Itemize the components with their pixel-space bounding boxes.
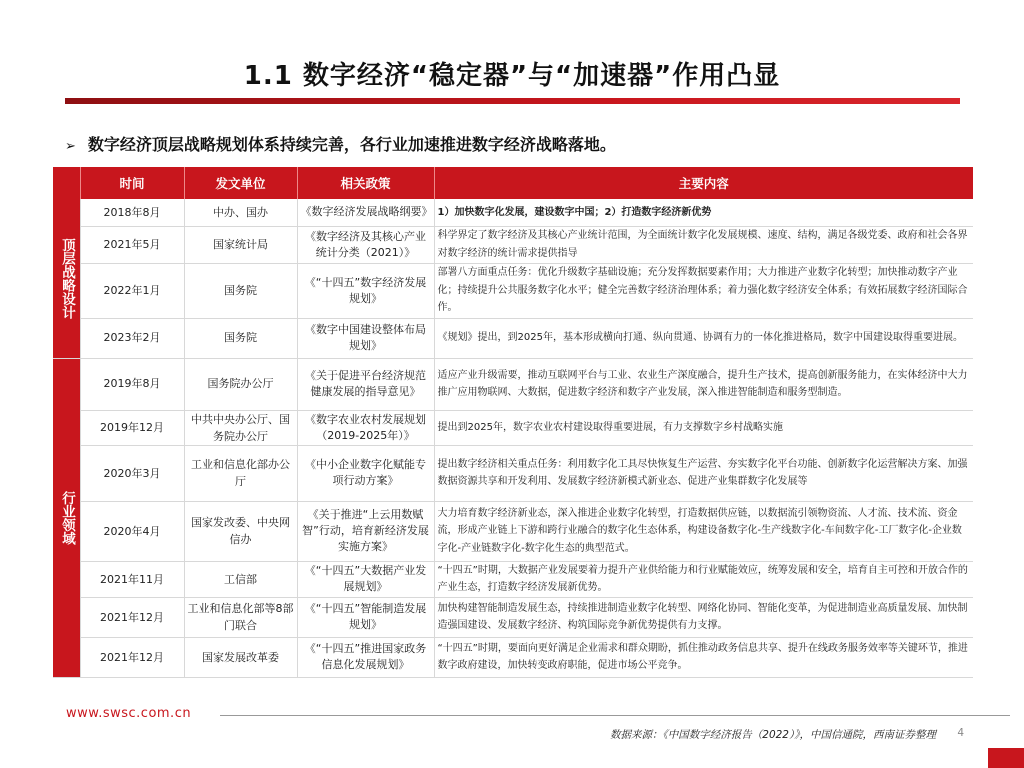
category-cell: 顶层战略设计 <box>53 199 80 358</box>
row-date: 2021年12月 <box>80 597 184 637</box>
row-content: 适应产业升级需要，推动互联网平台与工业、农业生产深度融合，提升生产技术，提高创新服务能力，在实体经济中大力推广应用物联网、大数据，促进数字经济和数字产业发展，深入推进智能制造和服务型制造。 <box>434 358 973 410</box>
table-row <box>53 501 973 561</box>
row-content: 大力培育数字经济新业态，深入推进企业数字化转型，打造数据供应链，以数据流引领物资流、人才流、技术流、资金流，形成产业链上下游和跨行业融合的数字化生态体系，构建设备数字化-生产线数字化-车间数字化-工厂数字化-企业数字化-产业链数字化-数字化生态的典型范式。 <box>434 501 973 561</box>
category-cell: 行业领域 <box>53 358 80 677</box>
row-policy: 《关于推进“上云用数赋智”行动，培育新经济发展实施方案》 <box>297 501 434 561</box>
row-content: 科学界定了数字经济及其核心产业统计范围，为全面统计数字化发展规模、速度、结构，满足各级党委、政府和社会各界对数字经济的统计需求提供指导 <box>434 226 973 263</box>
row-org: 中共中央办公厅、国务院办公厅 <box>184 410 297 445</box>
row-date: 2020年4月 <box>80 501 184 561</box>
row-content: “十四五”时期，要面向更好满足企业需求和群众期盼，抓住推动政务信息共享、提升在线政务服务效率等关键环节，推进数字政府建设，加快转变政府职能，促进市场公平竞争。 <box>434 637 973 677</box>
row-policy: 《数字经济发展战略纲要》 <box>297 199 434 226</box>
table-row <box>53 226 973 263</box>
footer-url[interactable]: www.swsc.com.cn <box>66 706 192 721</box>
header-date: 时间 <box>80 167 184 199</box>
row-content: 1）加快数字化发展，建设数字中国；2）打造数字经济新优势 <box>434 199 973 226</box>
row-date: 2021年12月 <box>80 637 184 677</box>
row-org: 国家发改委、中央网信办 <box>184 501 297 561</box>
row-date: 2021年11月 <box>80 561 184 597</box>
subtitle-text: 数字经济顶层战略规划体系持续完善，各行业加速推进数字经济战略落地。 <box>87 135 616 154</box>
table-row <box>53 410 973 445</box>
row-content: 提出到2025年，数字农业农村建设取得重要进展，有力支撑数字乡村战略实施 <box>434 410 973 445</box>
header-corner <box>53 167 80 199</box>
corner-accent <box>988 748 1024 768</box>
title-underline <box>65 98 960 104</box>
footer-divider <box>220 715 1010 716</box>
table-row <box>53 263 973 318</box>
row-org: 国家发展改革委 <box>184 637 297 677</box>
row-content: 《规划》提出，到2025年，基本形成横向打通、纵向贯通、协调有力的一体化推进格局，数字中国建设取得重要进展。 <box>434 318 973 358</box>
page-title: 1.1 数字经济“稳定器”与“加速器”作用凸显 <box>243 61 781 91</box>
row-policy: 《中小企业数字化赋能专项行动方案》 <box>297 445 434 501</box>
data-source-note: 数据来源：《中国数字经济报告（2022）》，中国信通院，西南证券整理 <box>610 729 936 741</box>
row-org: 中办、国办 <box>184 199 297 226</box>
table-header-row <box>53 167 973 199</box>
row-policy: 《关于促进平台经济规范健康发展的指导意见》 <box>297 358 434 410</box>
row-org: 国务院 <box>184 263 297 318</box>
row-policy: 《“十四五”大数据产业发展规划》 <box>297 561 434 597</box>
row-org: 工业和信息化部等8部门联合 <box>184 597 297 637</box>
row-content: 部署八方面重点任务：优化升级数字基础设施；充分发挥数据要素作用；大力推进产业数字化转型；加快推动数字产业化；持续提升公共服务数字化水平；健全完善数字经济治理体系；着力强化数字经济安全体系；有效拓展数字经济国际合作。 <box>434 263 973 318</box>
row-date: 2021年5月 <box>80 226 184 263</box>
row-content: “十四五”时期，大数据产业发展要着力提升产业供给能力和行业赋能效应，统筹发展和安全，培育自主可控和开放合作的产业生态，打造数字经济发展新优势。 <box>434 561 973 597</box>
row-content: 加快构建智能制造发展生态，持续推进制造业数字化转型、网络化协同、智能化变革，为促进制造业高质量发展、加快制造强国建设、发展数字经济、构筑国际竞争新优势提供有力支撑。 <box>434 597 973 637</box>
arrow-bullet-icon: ➢ <box>65 139 76 154</box>
row-policy: 《数字经济及其核心产业统计分类（2021）》 <box>297 226 434 263</box>
header-content: 主要内容 <box>434 167 973 199</box>
table-row <box>53 358 973 410</box>
row-policy: 《数字农业农村发展规划（2019-2025年）》 <box>297 410 434 445</box>
row-policy: 《“十四五”智能制造发展规划》 <box>297 597 434 637</box>
row-policy: 《“十四五”数字经济发展规划》 <box>297 263 434 318</box>
table-row <box>53 597 973 637</box>
header-org: 发文单位 <box>184 167 297 199</box>
row-date: 2019年8月 <box>80 358 184 410</box>
row-org: 国务院办公厅 <box>184 358 297 410</box>
row-date: 2020年3月 <box>80 445 184 501</box>
row-content: 提出数字经济相关重点任务：利用数字化工具尽快恢复生产运营、夯实数字化平台功能、创新数字化运营解决方案、加强数据资源共享和开发利用、发展数字经济新模式新业态、促进产业集群数字化发展等 <box>434 445 973 501</box>
header-policy: 相关政策 <box>297 167 434 199</box>
table-row <box>53 637 973 677</box>
row-org: 国家统计局 <box>184 226 297 263</box>
row-policy: 《“十四五”推进国家政务信息化发展规划》 <box>297 637 434 677</box>
policy-table <box>53 167 973 678</box>
table-row <box>53 199 973 226</box>
table-row <box>53 318 973 358</box>
table-row <box>53 561 973 597</box>
row-org: 国务院 <box>184 318 297 358</box>
subtitle <box>65 132 616 155</box>
row-date: 2019年12月 <box>80 410 184 445</box>
row-policy: 《数字中国建设整体布局规划》 <box>297 318 434 358</box>
row-org: 工业和信息化部办公厅 <box>184 445 297 501</box>
row-date: 2022年1月 <box>80 263 184 318</box>
row-date: 2023年2月 <box>80 318 184 358</box>
page-number: 4 <box>957 727 964 739</box>
table-row <box>53 445 973 501</box>
row-org: 工信部 <box>184 561 297 597</box>
row-date: 2018年8月 <box>80 199 184 226</box>
